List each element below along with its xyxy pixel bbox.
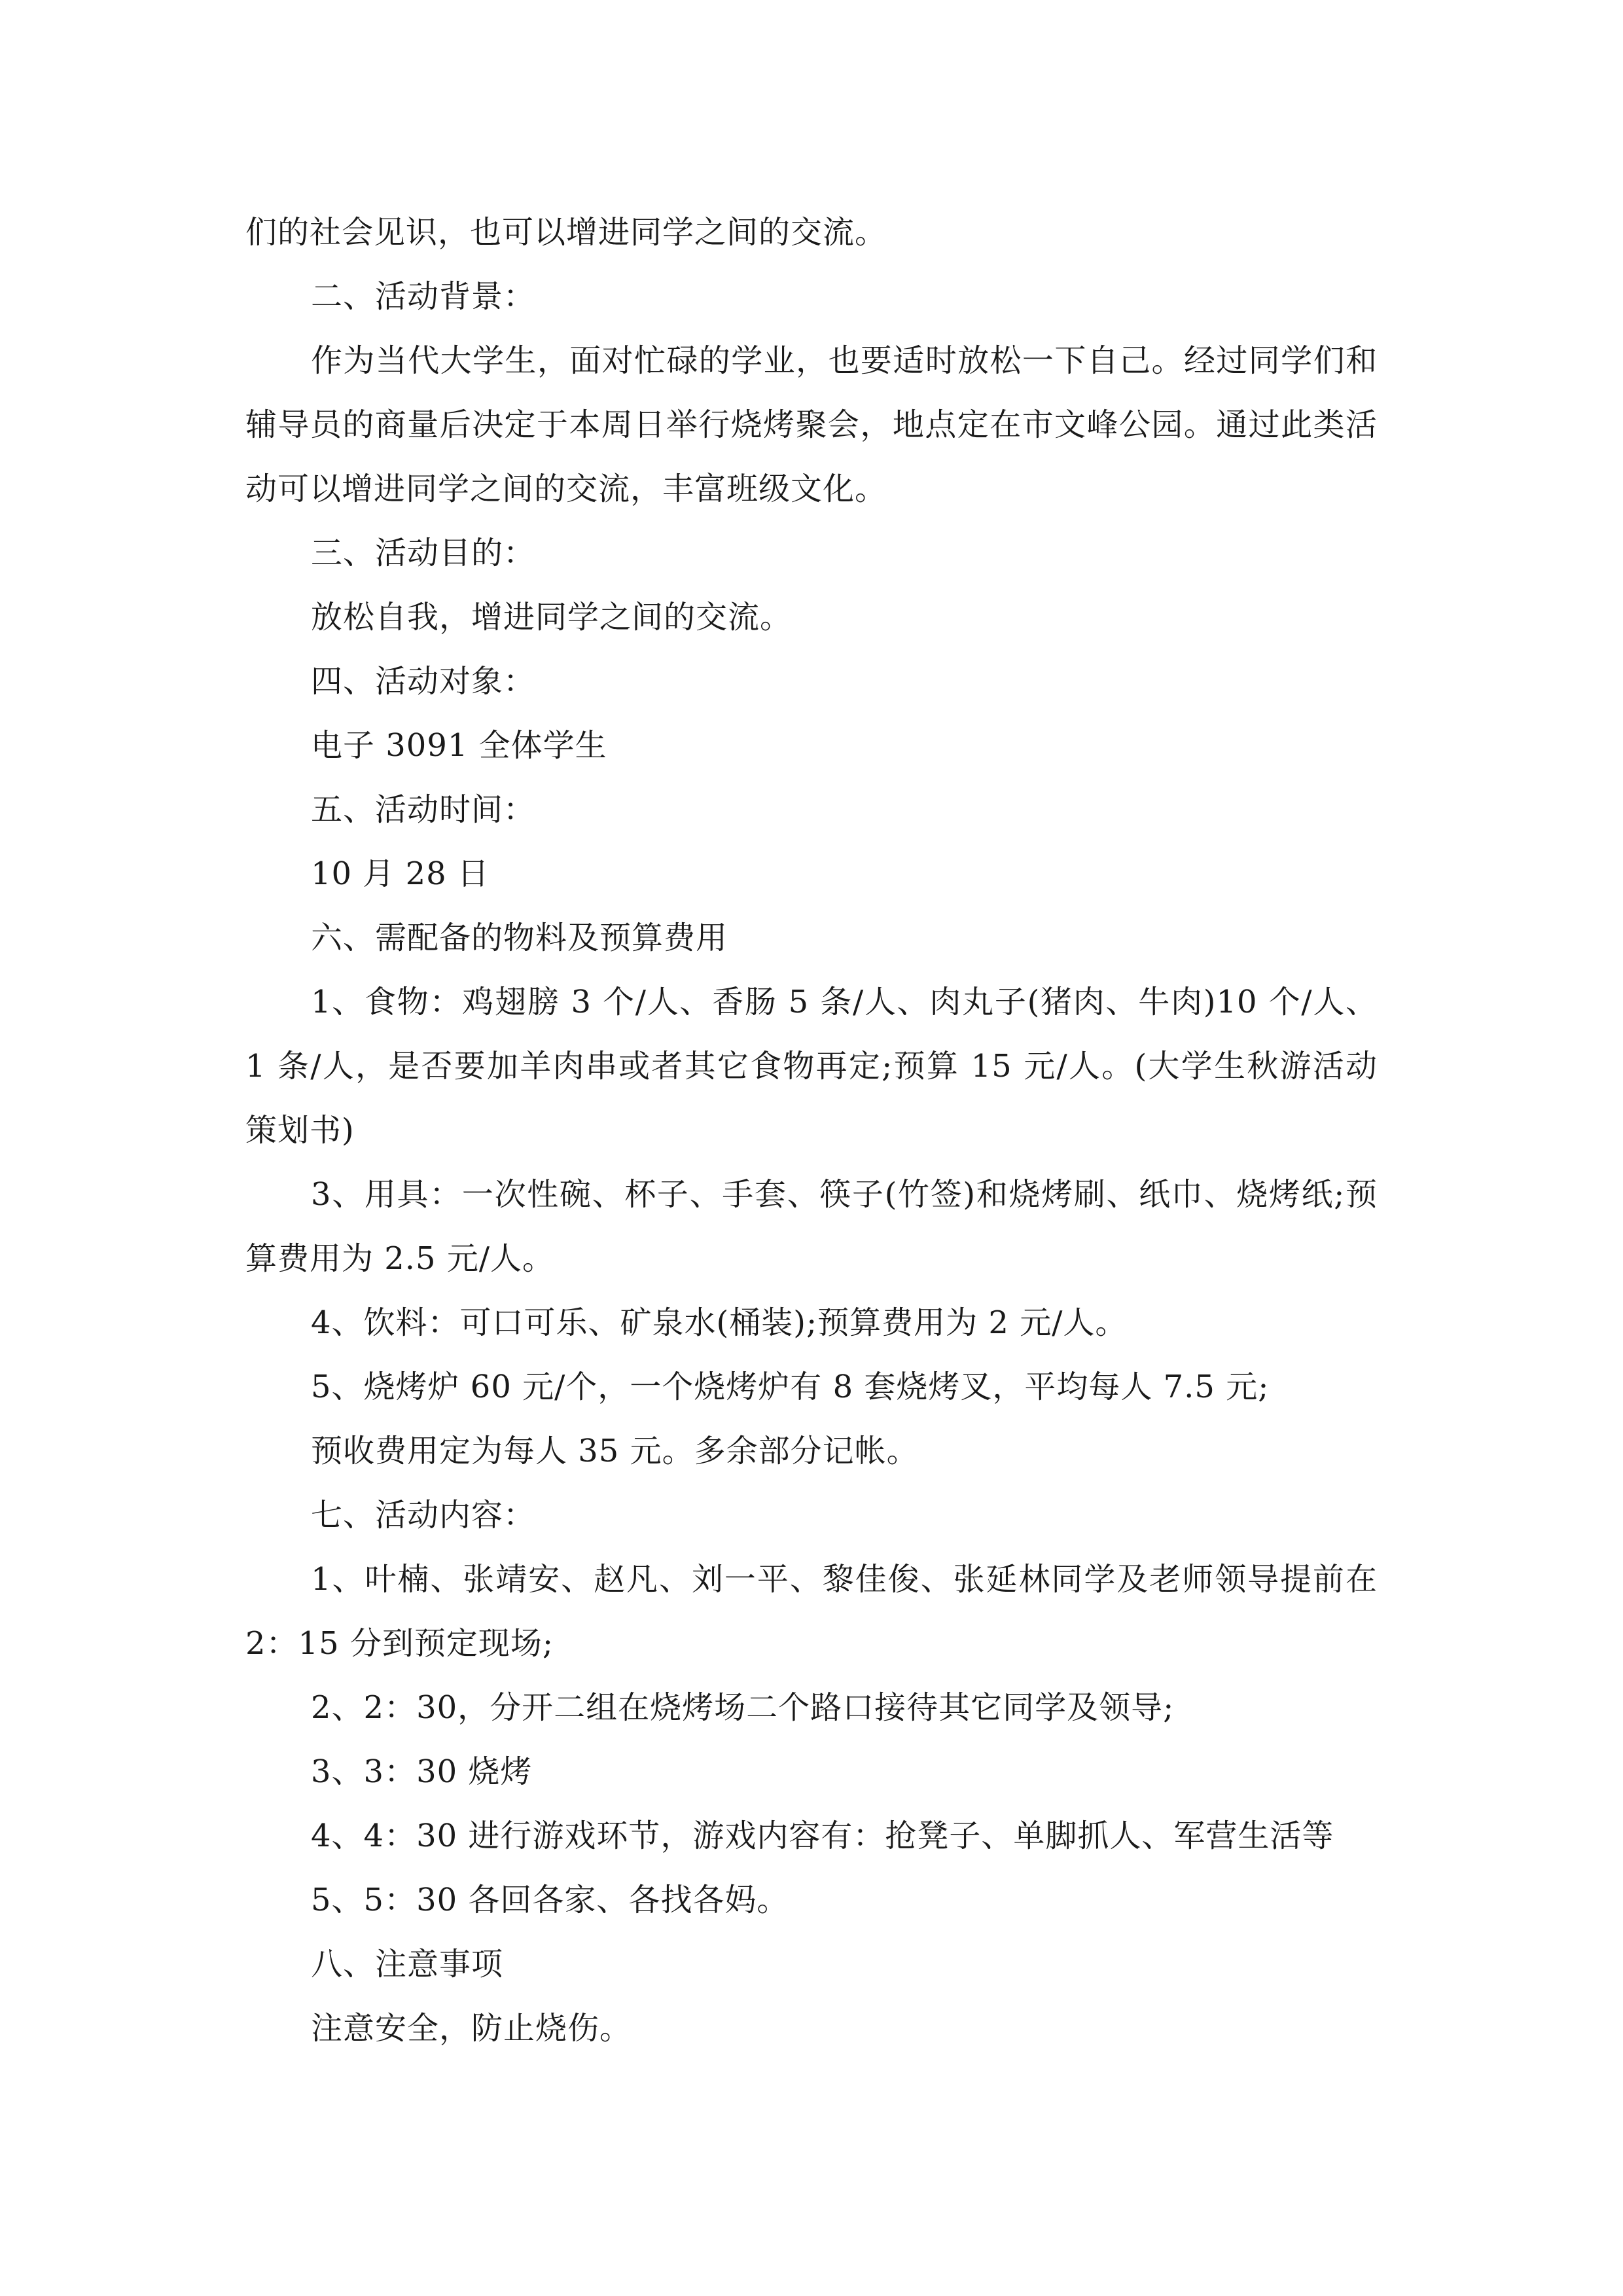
section-heading-content: 七、活动内容： <box>311 1497 536 1534</box>
list-item: 3、用具：一次性碗、杯子、手套、筷子(竹签)和烧烤刷、纸巾、烧烤纸;预算费用为 2.5 元/人。 <box>245 1176 1378 1277</box>
list-item: 3、3：30 烧烤 <box>311 1753 533 1790</box>
section-heading-background: 二、活动背景： <box>311 278 536 315</box>
list-item: 4、4：30 进行游戏环节，游戏内容有：抢凳子、单脚抓人、军营生活等 <box>311 1818 1334 1854</box>
paragraph: 作为当代大学生，面对忙碌的学业，也要适时放松一下自己。经过同学们和辅导员的商量后决定于本周日举行烧烤聚会，地点定在市文峰公园。通过此类活动可以增进同学之间的交流，丰富班级文化。 <box>245 342 1378 507</box>
paragraph: 电子 3091 全体学生 <box>311 727 607 764</box>
list-item: 2、2：30，分开二组在烧烤场二个路口接待其它同学及领导; <box>311 1689 1175 1726</box>
section-heading-purpose: 三、活动目的： <box>311 535 536 571</box>
list-item: 5、5：30 各回各家、各找各妈。 <box>311 1882 789 1918</box>
section-heading-time: 五、活动时间： <box>311 791 536 828</box>
list-item: 4、饮料：可口可乐、矿泉水(桶装);预算费用为 2 元/人。 <box>311 1304 1128 1341</box>
list-item: 1、叶楠、张靖安、赵凡、刘一平、黎佳俊、张延林同学及老师领导提前在 2：15 分到预定现场; <box>245 1561 1378 1662</box>
document-body <box>245 200 1378 2060</box>
paragraph: 注意安全，防止烧伤。 <box>311 2010 632 2047</box>
paragraph: 预收费用定为每人 35 元。多余部分记帐。 <box>311 1433 919 1469</box>
list-item: 1、食物：鸡翅膀 3 个/人、香肠 5 条/人、肉丸子(猪肉、牛肉)10 个/人、1 条/人，是否要加羊肉串或者其它食物再定;预算 15 元/人。(大学生秋游活动策划书) <box>245 984 1378 1149</box>
paragraph: 放松自我，增进同学之间的交流。 <box>311 599 793 636</box>
paragraph: 10 月 28 日 <box>311 855 490 892</box>
section-heading-materials: 六、需配备的物料及预算费用 <box>311 920 728 956</box>
list-item: 5、烧烤炉 60 元/个，一个烧烤炉有 8 套烧烤叉，平均每人 7.5 元; <box>311 1369 1270 1405</box>
paragraph: 们的社会见识，也可以增进同学之间的交流。 <box>245 214 887 251</box>
section-heading-audience: 四、活动对象： <box>311 663 536 700</box>
section-heading-notes: 八、注意事项 <box>311 1946 504 1982</box>
